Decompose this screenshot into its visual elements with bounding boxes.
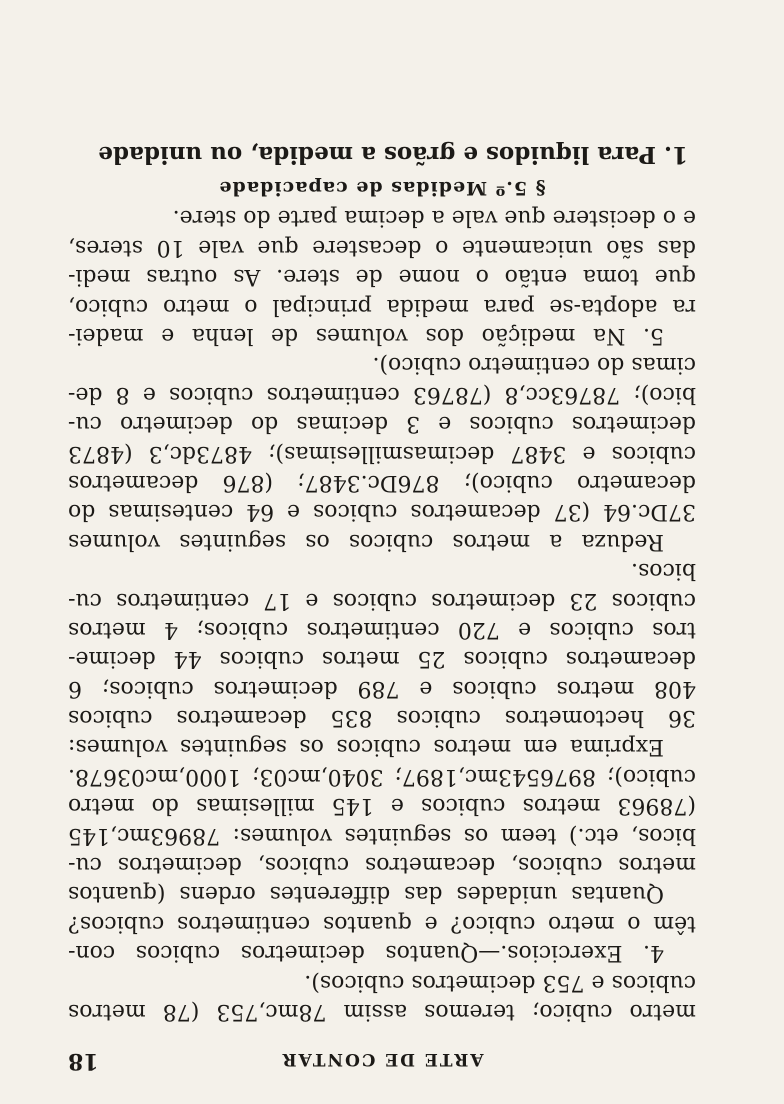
text-line: tros cubicos e 720 centimetros cubicos; 4 metros <box>68 616 696 642</box>
text-line: metro cubico; teremos assim 78mc,753 (78 metros <box>68 999 696 1024</box>
text-line: decametros cubicos 25 metros cubicos 44 decime- <box>68 646 696 672</box>
text-line: decametro cubico); 876Dc.3487; (876 decametros <box>68 469 696 495</box>
text-line: Reduza a metros cubicos os seguintes volumes <box>68 528 664 554</box>
text-column <box>68 137 696 1074</box>
text-line: cimas do centimetro cubico). <box>372 352 696 378</box>
text-line: bicos. <box>631 558 696 584</box>
section-heading: § 5.º Medidas de capacidade <box>218 177 546 200</box>
text-line: bico); 78763cc,8 (78763 centimetros cubicos e 8 de- <box>68 381 696 407</box>
text-line: ra adopta-se para medida principal o metro cubico, <box>68 293 696 319</box>
text-line: 37Dc.64 (37 decametros cubicos e 64 centesimas do <box>68 499 696 525</box>
text-line: 4. Exercicios.—Quantos decimetros cubicos con- <box>68 940 664 966</box>
body-text <box>68 203 696 1026</box>
text-line: e o decistere que vale a decima parte do stere. <box>172 205 696 231</box>
text-line: 408 metros cubicos e 789 decimetros cubicos; 6 <box>68 675 696 701</box>
text-line: cubicos e 3487 decimasmillesimas); 4873dc,3 (4873 <box>68 440 696 466</box>
running-head <box>68 1040 696 1074</box>
text-line: 5. Na medição dos volumes de lenha e madei- <box>68 323 664 349</box>
text-line: das são unicamente o decastere que vale 10 steres, <box>68 234 696 260</box>
text-line: têm o metro cubico? e quantos centimetros cubicos? <box>68 910 696 936</box>
text-line: Quantas unidades das differentes ordens (quantos <box>68 881 664 907</box>
running-head-title: ARTE DE CONTAR <box>280 1049 484 1069</box>
page-number: 18 <box>68 1048 99 1074</box>
text-line: cubico); 8976543mc,1897; 3040,mc03; 1000,mc03678. <box>68 763 696 789</box>
text-line: cubicos 23 decimetros cubicos e 17 centimetros cu- <box>68 587 696 613</box>
text-line: decimetros cubicos e 3 decimas do decimetro cu- <box>68 411 696 437</box>
text-line: Exprima em metros cubicos os seguintes volumes: <box>68 734 664 760</box>
subsection-heading: 1. Para liquidos e grãos a medida, ou unidade <box>98 141 688 169</box>
text-line: metros cubicos, decametros cubicos, decimetros cu- <box>68 852 696 878</box>
text-line: que toma então o nome de stere. As outras medi- <box>68 264 696 290</box>
text-line: cubicos e 753 decimetros cubicos). <box>304 969 696 995</box>
text-line: 36 hectometros cubicos 835 decametros cubicos <box>68 705 696 731</box>
text-line: bicos, etc.) teem os seguintes volumes: 78963mc,145 <box>68 822 696 848</box>
text-line: (78963 metros cubicos e 145 millesimas do metro <box>68 793 696 819</box>
